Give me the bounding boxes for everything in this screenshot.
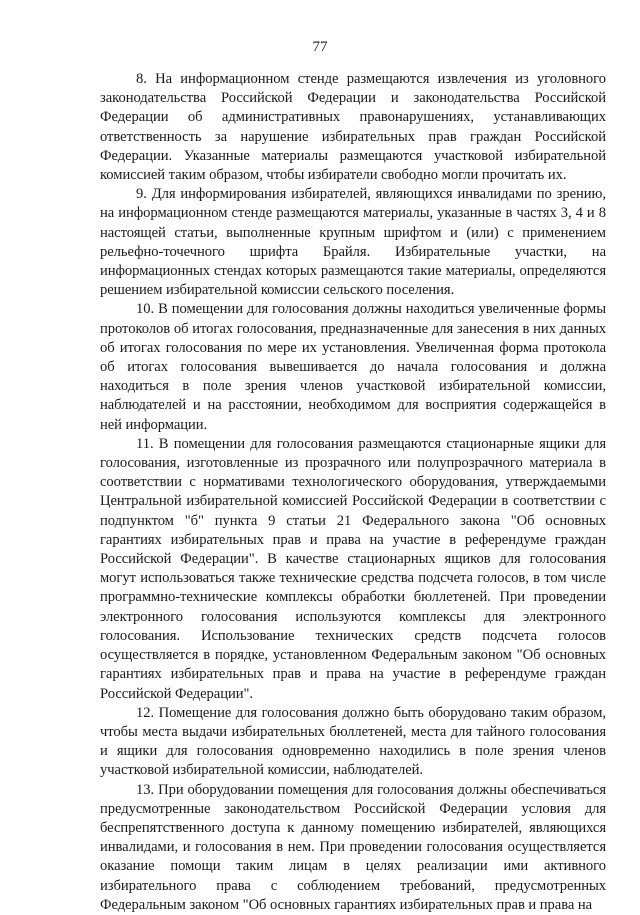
paragraph-9: 9. Для информирования избирателей, являющихся инвалидами по зрению, на информационном стенде размещаются материалы, указанные в частях 3, 4 и 8 настоящей статьи, выполненные крупным шрифтом и (или) с применением рельефно-точечного шрифта Брайля. Избирательные участки, на информационных стендах которых размещаются такие материалы, определяются решением избирательной комиссии сельского поселения.	[100, 186, 606, 299]
paragraph-8: 8. На информационном стенде размещаются извлечения из уголовного законодательства Российской Федерации и законодательства Российской Федерации об административных правонарушениях, устанавливающих ответственность за нарушение избирательных прав граждан Российской Федерации. Указанные материалы размещаются участковой избирательной комиссией таким образом, чтобы избиратели свободно могли прочитать их.	[100, 71, 606, 184]
paragraph-11: 11. В помещении для голосования размещаются стационарные ящики для голосования, изготовленные из прозрачного или полупрозрачного материала в соответствии с нормативами технологического оборудования, утверждаемыми Центральной избирательной комиссией Российской Федерации в соответствии с подпунктом "б" пункта 9 статьи 21 Федерального закона "Об основных гарантиях избирательных прав и права на участие в референдуме граждан Российской Федерации". В качестве стационарных ящиков для голосования могут использоваться также технические средства подсчета голосов, в том числе программно-технические комплексы обработки бюллетеней. При проведении электронного голосования используются комплексы для электронного голосования. Использование технических средств подсчета голосов осуществляется в порядке, установленном Федеральным законом "Об основных гарантиях избирательных прав и права на участие в референдуме граждан Российской Федерации".	[100, 435, 606, 702]
paragraph-12: 12. Помещение для голосования должно быть оборудовано таким образом, чтобы места выдачи избирательных бюллетеней, места для тайного голосования и ящики для голосования одновременно находились в поле зрения членов участковой избирательной комиссии, наблюдателей.	[100, 704, 606, 779]
page-number: 77	[312, 39, 328, 55]
paragraph-13: 13. При оборудовании помещения для голосования должны обеспечиваться предусмотренные законодательством Российской Федерации условия для беспрепятственного доступа к данному помещению избирателей, являющихся инвалидами, и голосования в нем. При проведении голосования осуществляется оказание помощи таким лицам в целях реализации ими активного избирательного права с соблюдением требований, предусмотренных Федеральным законом "Об основных гарантиях избирательных прав и права на	[100, 781, 606, 913]
paragraph-10: 10. В помещении для голосования должны находиться увеличенные формы протоколов об итогах голосования, предназначенные для занесения в них данных об итогах голосования по мере их установления. Увеличенная форма протокола об итогах голосования вывешивается до начала голосования и должна находиться в поле зрения членов участковой избирательной комиссии, наблюдателей и на расстоянии, необходимом для восприятия содержащейся в ней информации.	[100, 301, 606, 433]
document-body	[100, 70, 606, 915]
